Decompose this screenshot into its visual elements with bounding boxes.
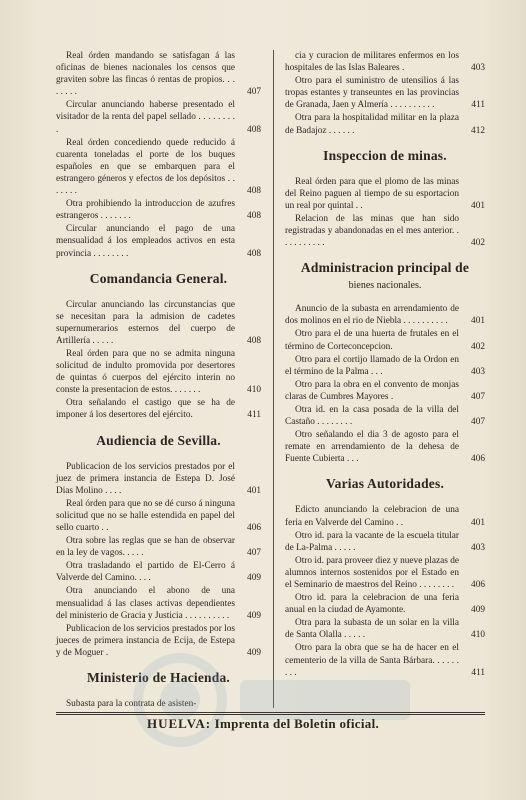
entry-page-number: 406 — [471, 454, 485, 465]
index-entry — [56, 560, 261, 584]
section-heading: Ministerio de Hacienda. — [87, 670, 230, 686]
entry-text: Real órden para que el plomo de las minas del Reino paguen al tiempo de su esportacion un real por quintal . . — [285, 176, 459, 211]
index-entry — [56, 461, 261, 497]
entry-text: Otra para la subasta de un solar en la villa de Santa Olalla . . . . . — [285, 618, 459, 641]
entry-page-number: 409 — [471, 605, 485, 616]
index-entry — [56, 397, 261, 421]
entry-page-number: 407 — [247, 548, 261, 559]
entry-text: Otro para el de una huerta de frutales en el término de Corteconcepcion. — [285, 329, 459, 352]
entry-page-number: 408 — [247, 248, 261, 259]
entry-page-number: 406 — [247, 523, 261, 533]
entry-page-number: 403 — [471, 366, 485, 377]
entry-text: Circular anunciando haberse presentado el visitador de la renta del papel sellado . . . . . . . . . — [56, 100, 235, 135]
entry-page-number: 407 — [471, 417, 485, 428]
section-subheading: bienes nacionales. — [348, 280, 422, 292]
index-entry — [285, 592, 485, 616]
index-entry — [285, 354, 485, 378]
entry-page-number: 408 — [247, 211, 261, 222]
index-entry — [285, 617, 485, 641]
section-heading: Varias Autoridades. — [325, 476, 445, 492]
right-column — [285, 50, 485, 680]
imprint-city: HUELVA: — [146, 716, 212, 731]
entry-text: Subasta para la contrata de asisten- — [66, 699, 197, 710]
index-entry — [285, 429, 485, 465]
column-divider — [273, 50, 274, 708]
entry-text: Otro id. para la celebracion de una feria anual en la ciudad de Ayamonte. — [285, 593, 459, 616]
index-entry — [56, 585, 261, 621]
entry-text: Real órden mandando se satisfagan á las oficinas de bienes nacionales los censos que graviten sobre las fincas ó rentas de propios. . . . . . . . — [56, 51, 235, 98]
entry-page-number: 406 — [471, 580, 485, 590]
entry-text: Publicacion de los servicios prestados por el juez de primera instancia de Estepa D. José Dias Molino . . . . — [56, 461, 235, 496]
entry-page-number: 411 — [471, 100, 485, 111]
entry-text: Otra id. en la casa posada de la villa del Castaño . . . . . . . . — [285, 404, 459, 428]
entry-text: Otro para el cortijo llamado de la Ordon en el término de la Palma . . . — [285, 354, 459, 377]
section-heading: Audiencia de Sevilla. — [96, 432, 221, 448]
section-heading: Comandancia General. — [89, 270, 228, 286]
index-entry — [56, 498, 261, 534]
index-entry — [56, 348, 261, 396]
entry-text: Otra anunciando el abono de una mensualidad á las clases activas dependientes del ministerio de Gracia y Justicia . . . . . . . . . . — [56, 586, 235, 621]
entry-text: Real órden concediendo quede reducido á cuarenta toneladas el porte de los buques españoles en que se embarquen para el estrangero géneros y efectos de los depósitos . . . . . . . — [56, 137, 235, 197]
entry-text: Otra para la hospitalidad militar en la plaza de Badajoz . . . . . . — [285, 113, 459, 136]
footer-rule-secondary — [56, 714, 485, 715]
entry-text: Otro señalando el dia 3 de agosto para el remate en arrendamiento de la dehesa de Fuente Cubierta . . . — [285, 430, 459, 465]
entry-text: Edicto anunciando la celebracion de una feria en Valverde del Camino . . — [285, 505, 459, 528]
entry-text: Otro para la obra en el convento de monjas claras de Cumbres Mayores . — [285, 379, 459, 402]
entry-text: Otro para la obra que se ha de hacer en el cementerio de la villa de Santa Bárbara. . . . . . . . . — [285, 643, 459, 678]
entry-text: Otro id. para proveer diez y nueve plazas de alumnos internos sostenidos por el Estado en el Seminario de maestros del Reino . . . . . . . . — [285, 555, 459, 590]
entry-page-number: 402 — [471, 341, 485, 352]
index-entry — [56, 223, 261, 259]
index-entry — [56, 50, 261, 98]
entry-page-number: 411 — [471, 667, 485, 678]
footer-rule — [56, 712, 485, 713]
watermark-logo — [120, 640, 420, 770]
index-entry — [56, 99, 261, 135]
entry-page-number: 407 — [247, 87, 261, 98]
entry-page-number: 409 — [247, 573, 261, 584]
index-entry — [285, 176, 485, 212]
index-entry — [285, 75, 485, 111]
section-heading: Administracion principal de — [300, 260, 470, 276]
entry-text: Circular anunciando las circunstancias que se necesitan para la admision de cadetes supernumerarios esternos del cuerpo de Artillería . . . . . — [56, 299, 235, 346]
entry-text: Anuncio de la subasta en arrendamiento de dos molinos en el rio de Niebla . . . . . . . . . . — [285, 304, 459, 327]
index-entry — [285, 213, 485, 249]
index-entry — [285, 555, 485, 591]
entry-text: Otra señalando el castigo que se ha de imponer á los desertores del ejército. — [56, 398, 235, 421]
entry-text: Real órden para que no se admita ninguna solicitud de indulto promovida por desertores de quintas ó cuerpos del ejército interin no conste la presentacion de estos. . . . . . . — [56, 348, 235, 396]
entry-page-number: 409 — [247, 610, 261, 621]
entry-page-number: 412 — [471, 125, 485, 136]
entry-page-number: 401 — [247, 485, 261, 496]
entry-page-number: 403 — [471, 63, 485, 74]
entry-text: Otra trasladando el partido de El-Cerro á Valverde del Camino. . . . — [56, 561, 235, 584]
entry-page-number: 410 — [471, 630, 485, 641]
index-entry — [56, 137, 261, 197]
index-entry — [285, 379, 485, 403]
entry-text: Publicacion de los servicios prestados por los jueces de primera instancia de Ecija, de Estepa y de Moguer . — [56, 623, 235, 658]
entry-page-number: 408 — [247, 335, 261, 346]
entry-page-number: 411 — [247, 410, 261, 421]
entry-page-number: 401 — [471, 517, 485, 528]
entry-text: Otro para el suministro de utensilios á las tropas estantes y transeuntes en las provincias de Granada, Jaen y Almería . . . . . . . . . . — [285, 76, 459, 111]
entry-page-number: 401 — [471, 316, 485, 327]
entry-page-number: 401 — [471, 200, 485, 211]
section-heading: Inspeccion de minas. — [323, 147, 447, 163]
index-entry — [56, 198, 261, 222]
entry-text: Circular anunciando el pago de una mensualidad á los empleados activos en esta provincia . . . . . . . . — [56, 224, 235, 259]
index-entry — [56, 299, 261, 347]
index-entry — [285, 328, 485, 352]
entry-page-number: 407 — [471, 391, 485, 402]
index-entry — [285, 112, 485, 136]
index-entry — [285, 50, 485, 74]
entry-text: Real órden para que no se dé curso á ninguna solicitud que no se halle estendida en papel del sello cuarto . . — [56, 498, 235, 533]
entry-text: Otra prohibiendo la introduccion de azufres estrangeros . . . . . . . — [56, 199, 235, 222]
index-entry — [285, 530, 485, 554]
imprint-text: Imprenta del Boletin oficial. — [214, 716, 380, 731]
entry-text: Otro id. para la vacante de la escuela titular de La-Palma . . . . . — [285, 530, 459, 553]
entry-page-number: 409 — [247, 647, 261, 658]
printer-imprint — [0, 716, 526, 732]
entry-text: Relacion de las minas que han sido registradas y abandonadas en el mes anterior. . . . . . . . . . . — [285, 213, 459, 249]
index-entry — [56, 535, 261, 559]
index-entry — [285, 504, 485, 528]
entry-text: Otra sobre las reglas que se han de observar en la ley de vagos. . . . . — [56, 536, 235, 559]
left-column — [56, 50, 261, 711]
entry-page-number: 410 — [247, 385, 261, 396]
entry-page-number: 402 — [471, 238, 485, 249]
entry-page-number: 408 — [247, 186, 261, 197]
entry-text: cia y curacion de militares enfermos en los hospitales de las Islas Baleares . — [285, 51, 459, 74]
entry-page-number: 403 — [471, 542, 485, 553]
index-entry — [285, 404, 485, 428]
entry-page-number: 408 — [247, 124, 261, 135]
index-entry — [285, 303, 485, 327]
